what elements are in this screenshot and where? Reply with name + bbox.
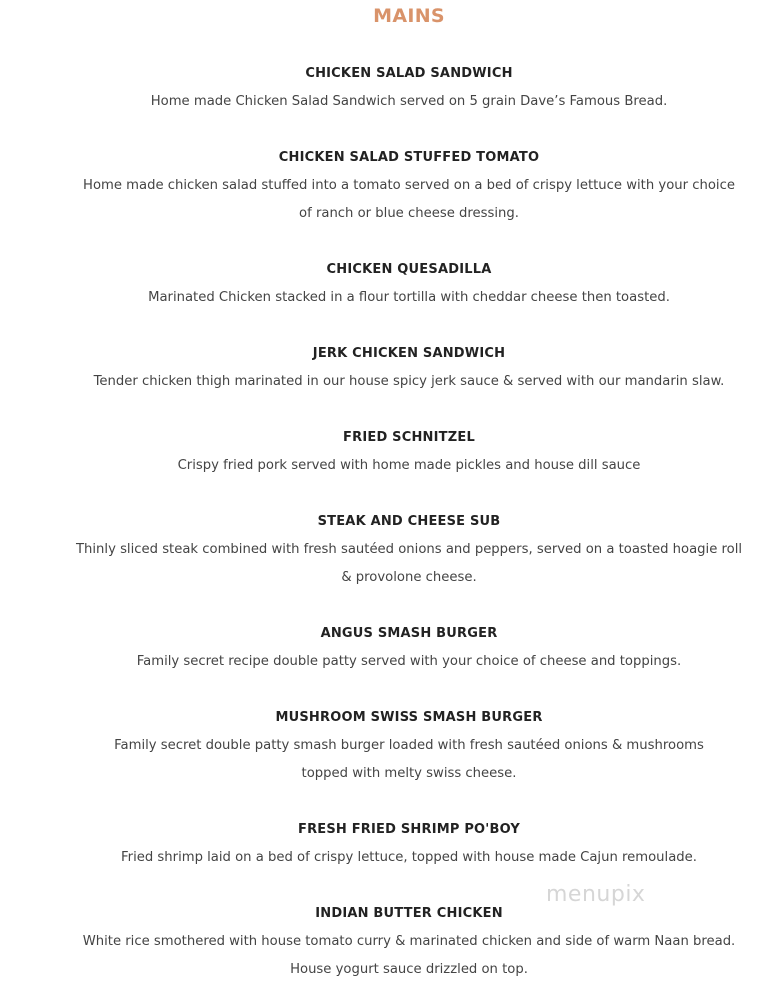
description-line: Marinated Chicken stacked in a flour tortilla with cheddar cheese then toasted. xyxy=(148,290,670,305)
description-line: Tender chicken thigh marinated in our house spicy jerk sauce & served with our mandarin slaw. xyxy=(93,374,725,389)
item-description xyxy=(0,928,780,984)
menu-item-steak-and-cheese-sub xyxy=(0,513,780,592)
description-line: Family secret double patty smash burger loaded with fresh sautéed onions & mushrooms xyxy=(114,738,704,753)
item-name: MUSHROOM SWISS SMASH BURGER xyxy=(275,710,543,725)
description-line: House yogurt sauce drizzled on top. xyxy=(290,962,528,977)
item-name: CHICKEN SALAD STUFFED TOMATO xyxy=(278,150,540,165)
description-line: Home made Chicken Salad Sandwich served on 5 grain Dave’s Famous Bread. xyxy=(150,94,668,109)
description-line: White rice smothered with house tomato curry & marinated chicken and side of warm Naan bread. xyxy=(82,934,736,949)
menu-item-mushroom-swiss-smash-burger xyxy=(0,709,780,788)
item-name: STEAK AND CHEESE SUB xyxy=(317,514,501,529)
item-description xyxy=(0,536,780,592)
item-description xyxy=(0,732,780,788)
menu-item-fresh-fried-shrimp-poboy xyxy=(0,821,780,872)
item-name: CHICKEN SALAD SANDWICH xyxy=(305,66,513,81)
menu-item-angus-smash-burger xyxy=(0,625,780,676)
item-description xyxy=(0,284,780,312)
item-description xyxy=(0,172,780,228)
watermark: menupix xyxy=(546,882,646,907)
item-description xyxy=(0,452,780,480)
description-line: of ranch or blue cheese dressing. xyxy=(299,206,519,221)
description-line: Thinly sliced steak combined with fresh sautéed onions and peppers, served on a toasted hoagie roll xyxy=(75,542,743,557)
item-name: FRESH FRIED SHRIMP PO'BOY xyxy=(297,822,520,837)
description-line: Home made chicken salad stuffed into a tomato served on a bed of crispy lettuce with your choice xyxy=(83,178,735,193)
description-line: & provolone cheese. xyxy=(341,570,477,585)
description-line: Fried shrimp laid on a bed of crispy lettuce, topped with house made Cajun remoulade. xyxy=(121,850,697,865)
item-name: CHICKEN QUESADILLA xyxy=(326,262,492,277)
description-line: topped with melty swiss cheese. xyxy=(301,766,517,781)
item-description xyxy=(0,88,780,116)
menu-item-chicken-salad-sandwich xyxy=(0,65,780,116)
menu-item-indian-butter-chicken xyxy=(0,905,780,984)
item-description xyxy=(0,844,780,872)
section-title: MAINS xyxy=(373,5,445,27)
item-description xyxy=(0,368,780,396)
item-name: ANGUS SMASH BURGER xyxy=(320,626,498,641)
item-name: JERK CHICKEN SANDWICH xyxy=(312,346,506,361)
item-name: FRIED SCHNITZEL xyxy=(343,430,475,445)
menu-item-chicken-salad-stuffed-tomato xyxy=(0,149,780,228)
item-name: INDIAN BUTTER CHICKEN xyxy=(315,906,503,921)
menu-item-fried-schnitzel xyxy=(0,429,780,480)
description-line: Family secret recipe double patty served with your choice of cheese and toppings. xyxy=(136,654,682,669)
menu-item-jerk-chicken-sandwich xyxy=(0,345,780,396)
description-line: Crispy fried pork served with home made pickles and house dill sauce xyxy=(177,458,641,473)
item-description xyxy=(0,648,780,676)
menu-item-chicken-quesadilla xyxy=(0,261,780,312)
